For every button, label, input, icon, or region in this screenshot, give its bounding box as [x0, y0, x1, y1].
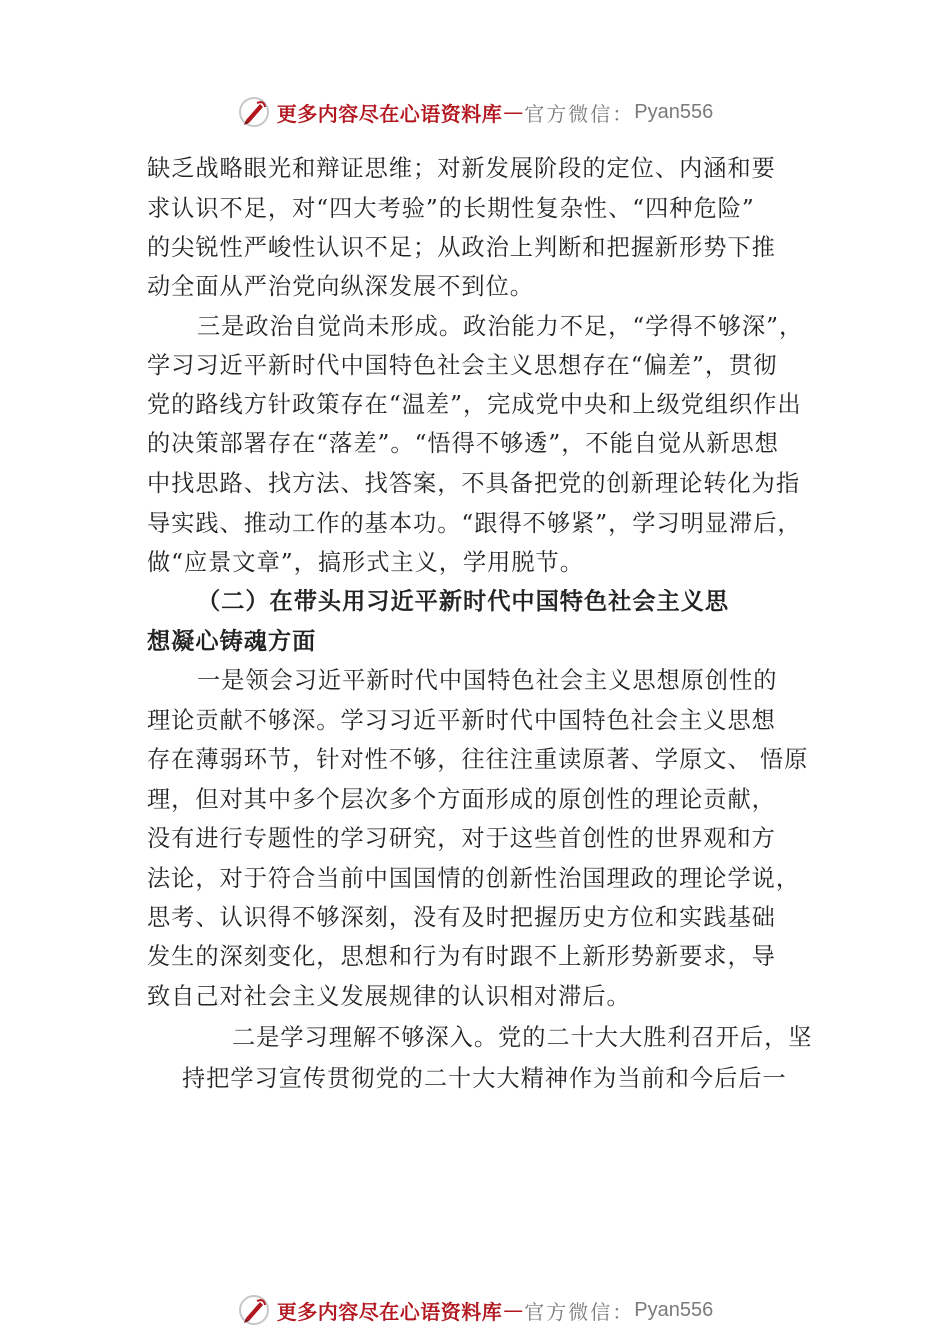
section-heading: （二）在带头用习近平新时代中国特色社会主义思 [197, 588, 730, 615]
footer-watermark [0, 1290, 950, 1330]
text-line: 动全面从严治党向纵深发展不到位。 [147, 273, 534, 300]
text-line: 发生的深刻变化，思想和行为有时跟不上新形势新要求，导 [147, 943, 776, 970]
text-line: 的决策部署存在“落差”。“悟得不够透”，不能自觉从新思想 [147, 430, 779, 457]
header-watermark [0, 92, 950, 132]
text-line: 做“应景文章”，搞形式主义，学用脱节。 [147, 549, 584, 576]
section-heading: 想凝心铸魂方面 [147, 628, 317, 655]
wechat-id: Pyan556 [634, 1298, 714, 1321]
text-line: 法论，对于符合当前中国国情的创新性治国理政的理论学说， [147, 865, 801, 892]
brand-text: 更多内容尽在心语资料库 [276, 101, 503, 126]
text-line: 思考、认识得不够深刻，没有及时把握历史方位和实践基础 [147, 904, 776, 931]
text-line: 学习习近平新时代中国特色社会主义思想存在“偏差”，贯彻 [147, 352, 778, 379]
text-line: 二是学习理解不够深入。党的二十大大胜利召开后，坚 [232, 1024, 813, 1051]
brand-text: 更多内容尽在心语资料库 [276, 1299, 503, 1324]
wechat-label: 官方微信： [524, 101, 635, 126]
wechat-id: Pyan556 [634, 100, 714, 123]
text-line: 没有进行专题性的学习研究，对于这些首创性的世界观和方 [147, 825, 776, 852]
text-line: 的尖锐性严峻性认识不足；从政治上判断和把握新形势下推 [147, 234, 776, 261]
text-line: 持把学习宣传贯彻党的二十大大精神作为当前和今后后一 [182, 1065, 787, 1092]
text-line: 党的路线方针政策存在“温差”，完成党中央和上级党组织作出 [147, 391, 802, 418]
separator: — [503, 1298, 524, 1322]
text-line: 理，但对其中多个层次多个方面形成的原创性的理论贡献， [147, 786, 776, 813]
text-line: 三是政治自觉尚未形成。政治能力不足，“学得不够深”， [197, 313, 804, 340]
separator: — [503, 100, 524, 124]
text-line: 一是领会习近平新时代中国特色社会主义思想原创性的 [197, 667, 778, 694]
text-line: 求认识不足，对“四大考验”的长期性复杂性、“四种危险” [147, 195, 755, 222]
text-line: 中找思路、找方法、找答案，不具备把党的创新理论转化为指 [147, 470, 801, 497]
wechat-label: 官方微信： [524, 1299, 635, 1324]
text-line: 导实践、推动工作的基本功。“跟得不够紧”，学习明显滞后， [147, 510, 802, 537]
pen-logo-icon [237, 95, 271, 129]
text-line: 致自己对社会主义发展规律的认识相对滞后。 [147, 983, 631, 1010]
text-line: 存在薄弱环节，针对性不够，往往注重读原著、学原文、 悟原 [147, 746, 809, 773]
pen-logo-icon [237, 1293, 271, 1327]
text-line: 理论贡献不够深。学习习近平新时代中国特色社会主义思想 [147, 707, 776, 734]
text-line: 缺乏战略眼光和辩证思维；对新发展阶段的定位、内涵和要 [147, 155, 776, 182]
